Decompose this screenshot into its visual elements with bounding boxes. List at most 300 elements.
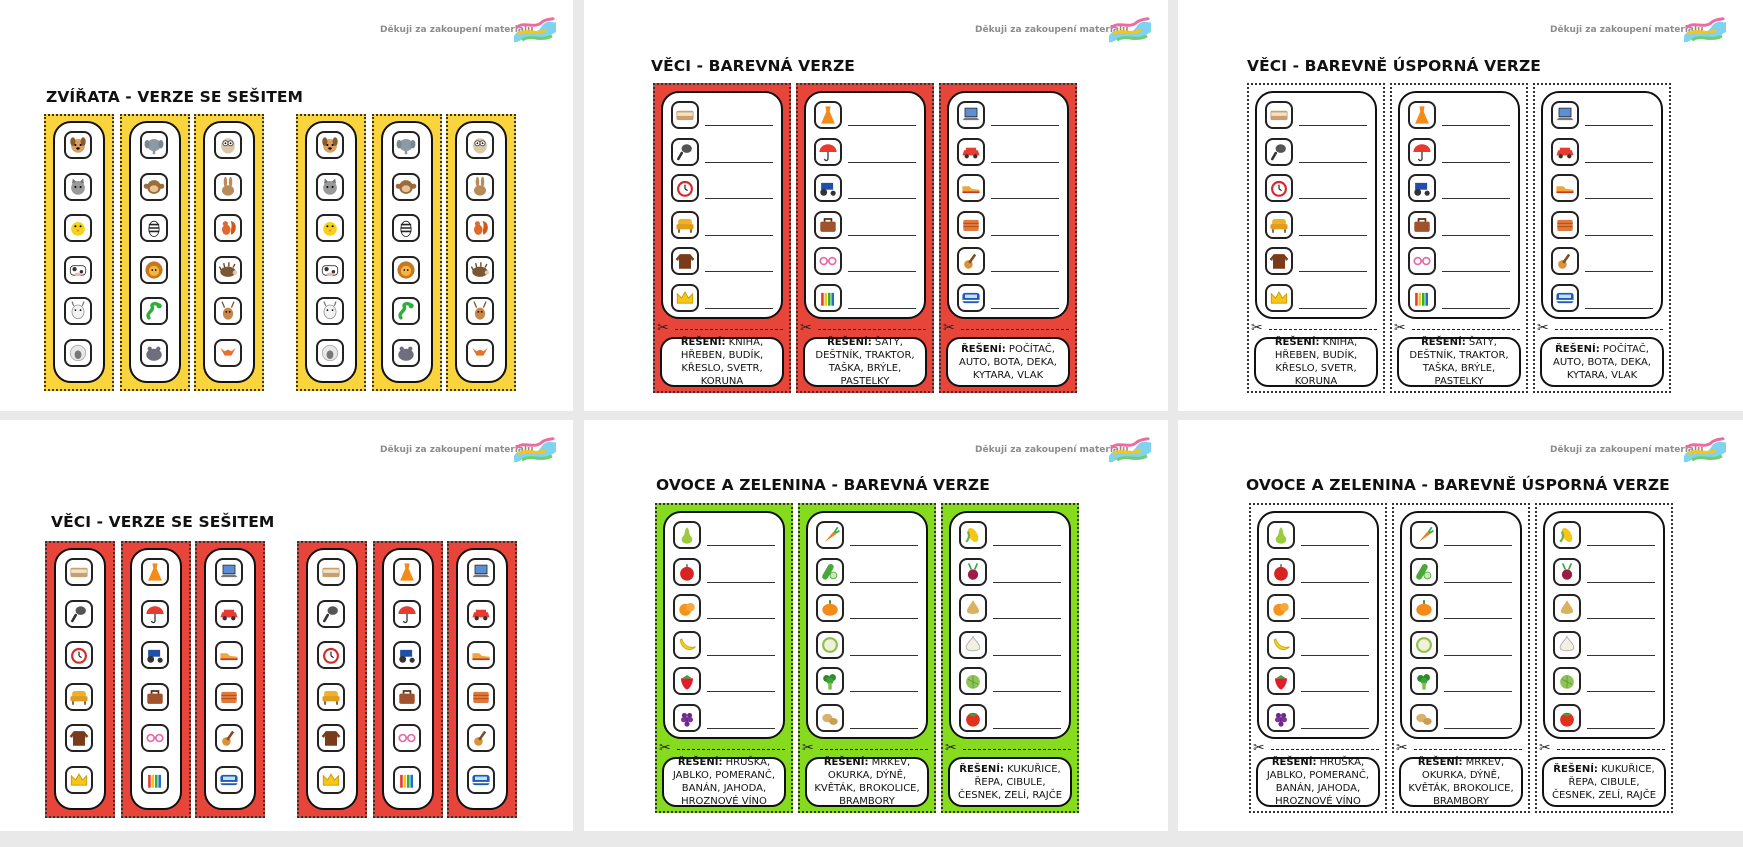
thanks-note: Děkuji za zakoupení materiálu <box>380 25 534 35</box>
page-3 <box>1178 0 1743 411</box>
armchair-icon <box>65 683 93 711</box>
solution-content <box>954 763 1066 802</box>
umbrella-icon <box>141 600 169 628</box>
owl-icon <box>466 131 494 159</box>
write-line[interactable] <box>707 618 775 619</box>
write-line[interactable] <box>707 545 775 546</box>
icon-column <box>306 548 358 810</box>
solution-box <box>805 757 929 807</box>
brand-logo <box>1682 436 1728 466</box>
worksheet-strip <box>1249 503 1387 813</box>
cat-icon <box>316 173 344 201</box>
icon-column <box>382 548 434 810</box>
write-line[interactable] <box>850 728 918 729</box>
write-line[interactable] <box>850 545 918 546</box>
page-title: OVOCE A ZELENINA - BAREVNÁ VERZE <box>656 476 990 494</box>
write-line[interactable] <box>848 235 916 236</box>
onion-icon <box>1553 594 1581 622</box>
solution-text: KUKUŘICE, ŘEPA, CIBULE, ČESNEK, ZELÍ, RAJČE <box>1551 763 1657 801</box>
umbrella-icon <box>814 138 842 166</box>
write-line[interactable] <box>1444 655 1512 656</box>
write-line[interactable] <box>1444 691 1512 692</box>
write-line[interactable] <box>993 691 1061 692</box>
thanks-note: Děkuji za zakoupení materiálu <box>975 25 1129 35</box>
write-line[interactable] <box>1301 618 1369 619</box>
laptop-icon <box>1551 101 1579 129</box>
blanket-icon <box>957 211 985 239</box>
solution-content <box>952 343 1064 382</box>
crayons-icon <box>814 284 842 312</box>
write-line[interactable] <box>1587 655 1655 656</box>
write-line[interactable] <box>705 235 773 236</box>
write-line[interactable] <box>1299 308 1367 309</box>
page-title: OVOCE A ZELENINA - BAREVNĚ ÚSPORNÁ VERZE <box>1246 476 1670 494</box>
write-line[interactable] <box>705 162 773 163</box>
word-column <box>947 91 1069 319</box>
cow-icon <box>316 256 344 284</box>
brand-logo <box>1107 16 1153 46</box>
cut-strip <box>372 114 442 391</box>
cut-line <box>820 749 928 750</box>
write-line[interactable] <box>1585 125 1653 126</box>
solution-content <box>811 756 923 808</box>
write-line[interactable] <box>1444 582 1512 583</box>
cut-strip <box>446 114 516 391</box>
corn-icon <box>1553 521 1581 549</box>
cut-strip <box>45 541 115 818</box>
page-title: VĚCI - VERZE SE SEŠITEM <box>51 513 275 531</box>
garlic-icon <box>1553 631 1581 659</box>
cut-strip <box>447 541 517 818</box>
write-line[interactable] <box>707 728 775 729</box>
cucumber-icon <box>816 558 844 586</box>
solution-text: KUKUŘICE, ŘEPA, CIBULE, ČESNEK, ZELÍ, RAJČE <box>957 763 1063 801</box>
scissors-icon: ✂ <box>1253 740 1265 756</box>
train-icon <box>215 766 243 794</box>
broccoli-icon <box>1410 667 1438 695</box>
write-line[interactable] <box>707 655 775 656</box>
scissors-icon: ✂ <box>800 320 812 336</box>
dog-icon <box>316 131 344 159</box>
snake-icon <box>140 297 168 325</box>
orange-icon <box>673 594 701 622</box>
cauliflower-icon <box>1410 631 1438 659</box>
write-line[interactable] <box>1442 198 1510 199</box>
cabbage-icon <box>959 667 987 695</box>
bag-icon <box>1408 211 1436 239</box>
write-line[interactable] <box>1585 308 1653 309</box>
crayons-icon <box>1408 284 1436 312</box>
crayons-icon <box>393 766 421 794</box>
solution-label: ŘEŠENÍ: <box>677 757 723 768</box>
write-line[interactable] <box>991 308 1059 309</box>
write-line[interactable] <box>707 582 775 583</box>
orange-icon <box>1267 594 1295 622</box>
cut-line <box>1269 329 1377 330</box>
thanks-note: Děkuji za zakoupení materiálu <box>380 445 534 455</box>
write-line[interactable] <box>705 308 773 309</box>
tractor-icon <box>1408 174 1436 202</box>
write-line[interactable] <box>991 162 1059 163</box>
solution-box <box>1397 337 1521 387</box>
solution-content <box>666 336 778 388</box>
bag-icon <box>393 683 421 711</box>
worksheet-strip <box>1390 83 1528 393</box>
train-icon <box>1551 284 1579 312</box>
blanket-icon <box>1551 211 1579 239</box>
write-line[interactable] <box>1301 728 1369 729</box>
word-column <box>804 91 926 319</box>
scissors-icon: ✂ <box>659 740 671 756</box>
word-column <box>661 91 783 319</box>
write-line[interactable] <box>1301 582 1369 583</box>
write-line[interactable] <box>1587 728 1655 729</box>
deer-icon <box>466 297 494 325</box>
bag-icon <box>814 211 842 239</box>
write-line[interactable] <box>1301 691 1369 692</box>
glasses-icon <box>1408 247 1436 275</box>
write-line[interactable] <box>850 618 918 619</box>
solution-content <box>1260 336 1372 388</box>
shoe-icon <box>1551 174 1579 202</box>
cut-line <box>963 749 1071 750</box>
thanks-note: Děkuji za zakoupení materiálu <box>1550 25 1704 35</box>
goat-icon <box>316 297 344 325</box>
write-line[interactable] <box>1442 162 1510 163</box>
write-line[interactable] <box>850 582 918 583</box>
word-column <box>806 511 928 739</box>
sheep-icon <box>64 339 92 367</box>
crown-icon <box>1265 284 1293 312</box>
book-icon <box>65 558 93 586</box>
write-line[interactable] <box>850 691 918 692</box>
train-icon <box>957 284 985 312</box>
write-line[interactable] <box>1587 545 1655 546</box>
pear-icon <box>1267 521 1295 549</box>
crown-icon <box>317 766 345 794</box>
solution-text: HRUŠKA, JABLKO, POMERANČ, BANÁN, JAHODA, HROZNOVÉ VÍNO <box>672 757 776 807</box>
write-line[interactable] <box>1585 271 1653 272</box>
elephant-icon <box>140 131 168 159</box>
worksheet-strip <box>1392 503 1530 813</box>
blanket-icon <box>467 683 495 711</box>
thanks-note: Děkuji za zakoupení materiálu <box>975 445 1129 455</box>
solution-content <box>1548 763 1660 802</box>
cut-strip <box>120 114 190 391</box>
apple-icon <box>1267 558 1295 586</box>
guitar-icon <box>215 724 243 752</box>
tractor-icon <box>393 641 421 669</box>
cut-strip <box>44 114 114 391</box>
dress-icon <box>1408 101 1436 129</box>
book-icon <box>1265 101 1293 129</box>
solution-label: ŘEŠENÍ: <box>1271 757 1317 768</box>
page-4 <box>0 420 573 831</box>
deer-icon <box>214 297 242 325</box>
bag-icon <box>141 683 169 711</box>
scissors-icon: ✂ <box>1394 320 1406 336</box>
write-line[interactable] <box>993 655 1061 656</box>
cut-line <box>1412 329 1520 330</box>
sweater-icon <box>317 724 345 752</box>
write-line[interactable] <box>1299 162 1367 163</box>
onion-icon <box>959 594 987 622</box>
car-icon <box>467 600 495 628</box>
write-line[interactable] <box>1585 198 1653 199</box>
solution-label: ŘEŠENÍ: <box>1421 337 1466 348</box>
write-line[interactable] <box>993 545 1061 546</box>
brand-logo <box>512 16 558 46</box>
word-column <box>1400 511 1522 739</box>
solution-text: ŠATY, DEŠTNÍK, TRAKTOR, TAŠKA, BRÝLE, PASTELKY <box>815 337 915 387</box>
thanks-note: Děkuji za zakoupení materiálu <box>1550 445 1704 455</box>
chick-icon <box>64 214 92 242</box>
banana-icon <box>1267 631 1295 659</box>
comb-icon <box>671 138 699 166</box>
sweater-icon <box>65 724 93 752</box>
cat-icon <box>64 173 92 201</box>
page-2 <box>584 0 1168 411</box>
strawberry-icon <box>1267 667 1295 695</box>
cut-line <box>1271 749 1379 750</box>
dress-icon <box>141 558 169 586</box>
armchair-icon <box>671 211 699 239</box>
solution-text: HRUŠKA, JABLKO, POMERANČ, BANÁN, JAHODA, HROZNOVÉ VÍNO <box>1266 757 1370 807</box>
icon-column <box>381 121 433 383</box>
solution-box <box>1542 757 1666 807</box>
icon-column <box>129 121 181 383</box>
write-line[interactable] <box>1587 618 1655 619</box>
write-line[interactable] <box>1444 545 1512 546</box>
worksheet-strip <box>1535 503 1673 813</box>
write-line[interactable] <box>705 271 773 272</box>
icon-column <box>204 548 256 810</box>
cut-strip <box>373 541 443 818</box>
armchair-icon <box>317 683 345 711</box>
solution-label: ŘEŠENÍ: <box>959 763 1004 775</box>
squirrel-icon <box>214 214 242 242</box>
monkey-icon <box>140 173 168 201</box>
icon-column <box>53 121 105 383</box>
elephant-icon <box>392 131 420 159</box>
write-line[interactable] <box>1585 162 1653 163</box>
cut-line <box>1555 329 1663 330</box>
write-line[interactable] <box>707 691 775 692</box>
solution-box <box>946 337 1070 387</box>
solution-label: ŘEŠENÍ: <box>1417 757 1463 768</box>
write-line[interactable] <box>993 582 1061 583</box>
guitar-icon <box>1551 247 1579 275</box>
write-line[interactable] <box>1587 582 1655 583</box>
zebra-icon <box>392 214 420 242</box>
scissors-icon: ✂ <box>1539 740 1551 756</box>
cut-strip <box>121 541 191 818</box>
page-5 <box>584 420 1168 831</box>
write-line[interactable] <box>991 271 1059 272</box>
alarm-clock-icon <box>65 641 93 669</box>
write-line[interactable] <box>1299 198 1367 199</box>
dress-icon <box>814 101 842 129</box>
solution-content <box>668 756 780 808</box>
corn-icon <box>959 521 987 549</box>
banana-icon <box>673 631 701 659</box>
squirrel-icon <box>466 214 494 242</box>
word-column <box>1257 511 1379 739</box>
cut-line <box>1557 749 1665 750</box>
umbrella-icon <box>393 600 421 628</box>
shoe-icon <box>467 641 495 669</box>
book-icon <box>671 101 699 129</box>
guitar-icon <box>467 724 495 752</box>
write-line[interactable] <box>1442 308 1510 309</box>
word-column <box>663 511 785 739</box>
page-title: VĚCI - BAREVNÁ VERZE <box>651 57 855 75</box>
brand-logo <box>512 436 558 466</box>
scissors-icon: ✂ <box>943 320 955 336</box>
beet-icon <box>1553 558 1581 586</box>
write-line[interactable] <box>1442 271 1510 272</box>
grapes-icon <box>673 704 701 732</box>
icon-column <box>456 548 508 810</box>
write-line[interactable] <box>1444 728 1512 729</box>
hedgehog-icon <box>214 256 242 284</box>
icon-column <box>130 548 182 810</box>
solution-content <box>1546 343 1658 382</box>
word-column <box>1543 511 1665 739</box>
guitar-icon <box>957 247 985 275</box>
write-line[interactable] <box>1299 125 1367 126</box>
pear-icon <box>673 521 701 549</box>
scissors-icon: ✂ <box>1251 320 1263 336</box>
write-line[interactable] <box>1301 655 1369 656</box>
write-line[interactable] <box>991 235 1059 236</box>
broccoli-icon <box>816 667 844 695</box>
worksheet-strip <box>1533 83 1671 393</box>
write-line[interactable] <box>991 125 1059 126</box>
crown-icon <box>671 284 699 312</box>
solution-text: ŠATY, DEŠTNÍK, TRAKTOR, TAŠKA, BRÝLE, PASTELKY <box>1409 337 1509 387</box>
write-line[interactable] <box>848 308 916 309</box>
solution-text: KNIHA, HŘEBEN, BUDÍK, KŘESLO, SVETR, KORUNA <box>1274 337 1358 387</box>
icon-column <box>203 121 255 383</box>
write-line[interactable] <box>993 728 1061 729</box>
cut-line <box>818 329 926 330</box>
write-line[interactable] <box>1442 235 1510 236</box>
laptop-icon <box>957 101 985 129</box>
zebra-icon <box>140 214 168 242</box>
rabbit-icon <box>466 173 494 201</box>
brand-logo <box>1682 16 1728 46</box>
comb-icon <box>65 600 93 628</box>
write-line[interactable] <box>850 655 918 656</box>
solution-text: MRKEV, OKURKA, DÝNĚ, KVĚTÁK, BROKOLICE, BRAMBORY <box>1408 757 1514 807</box>
glasses-icon <box>141 724 169 752</box>
solution-text: KNIHA, HŘEBEN, BUDÍK, KŘESLO, SVETR, KORUNA <box>680 337 764 387</box>
laptop-icon <box>215 558 243 586</box>
write-line[interactable] <box>991 198 1059 199</box>
write-line[interactable] <box>1587 691 1655 692</box>
chick-icon <box>316 214 344 242</box>
write-line[interactable] <box>705 125 773 126</box>
solution-box <box>1540 337 1664 387</box>
word-column <box>1398 91 1520 319</box>
solution-text: MRKEV, OKURKA, DÝNĚ, KVĚTÁK, BROKOLICE, BRAMBORY <box>814 757 920 807</box>
solution-label: ŘEŠENÍ: <box>961 343 1006 355</box>
page-title: ZVÍŘATA - VERZE SE SEŠITEM <box>46 88 304 106</box>
word-column <box>1541 91 1663 319</box>
worksheet-strip <box>1247 83 1385 393</box>
write-line[interactable] <box>1299 271 1367 272</box>
fox-icon <box>466 339 494 367</box>
write-line[interactable] <box>705 198 773 199</box>
comb-icon <box>1265 138 1293 166</box>
worksheet-strip <box>798 503 936 813</box>
solution-box <box>1254 337 1378 387</box>
cucumber-icon <box>1410 558 1438 586</box>
write-line[interactable] <box>1299 235 1367 236</box>
goat-icon <box>64 297 92 325</box>
alarm-clock-icon <box>1265 174 1293 202</box>
cut-strip <box>297 541 367 818</box>
shoe-icon <box>215 641 243 669</box>
pumpkin-icon <box>1410 594 1438 622</box>
page-6 <box>1178 420 1743 831</box>
write-line[interactable] <box>1444 618 1512 619</box>
solution-label: ŘEŠENÍ: <box>1553 763 1598 775</box>
scissors-icon: ✂ <box>1537 320 1549 336</box>
scissors-icon: ✂ <box>802 740 814 756</box>
tomato-icon <box>1553 704 1581 732</box>
cow-icon <box>64 256 92 284</box>
snake-icon <box>392 297 420 325</box>
potato-icon <box>1410 704 1438 732</box>
cut-line <box>1414 749 1522 750</box>
monkey-icon <box>392 173 420 201</box>
cut-line <box>675 329 783 330</box>
solution-content <box>1262 756 1374 808</box>
brand-logo <box>1107 436 1153 466</box>
solution-label: ŘEŠENÍ: <box>827 337 872 348</box>
sheep-icon <box>316 339 344 367</box>
dog-icon <box>64 131 92 159</box>
write-line[interactable] <box>848 125 916 126</box>
crown-icon <box>65 766 93 794</box>
book-icon <box>317 558 345 586</box>
car-icon <box>215 600 243 628</box>
solution-text: POČÍTAČ, AUTO, BOTA, DEKA, KYTARA, VLAK <box>1552 343 1651 381</box>
solution-text: POČÍTAČ, AUTO, BOTA, DEKA, KYTARA, VLAK <box>958 343 1057 381</box>
icon-column <box>54 548 106 810</box>
solution-label: ŘEŠENÍ: <box>680 337 726 348</box>
write-line[interactable] <box>1585 235 1653 236</box>
scissors-icon: ✂ <box>657 320 669 336</box>
pumpkin-icon <box>816 594 844 622</box>
write-line[interactable] <box>1301 545 1369 546</box>
page-title: VĚCI - BAREVNĚ ÚSPORNÁ VERZE <box>1247 57 1541 75</box>
laptop-icon <box>467 558 495 586</box>
cabbage-icon <box>1553 667 1581 695</box>
write-line[interactable] <box>848 198 916 199</box>
write-line[interactable] <box>1442 125 1510 126</box>
comb-icon <box>317 600 345 628</box>
write-line[interactable] <box>993 618 1061 619</box>
rabbit-icon <box>214 173 242 201</box>
write-line[interactable] <box>848 162 916 163</box>
carrot-icon <box>816 521 844 549</box>
cauliflower-icon <box>816 631 844 659</box>
icon-column <box>455 121 507 383</box>
write-line[interactable] <box>848 271 916 272</box>
